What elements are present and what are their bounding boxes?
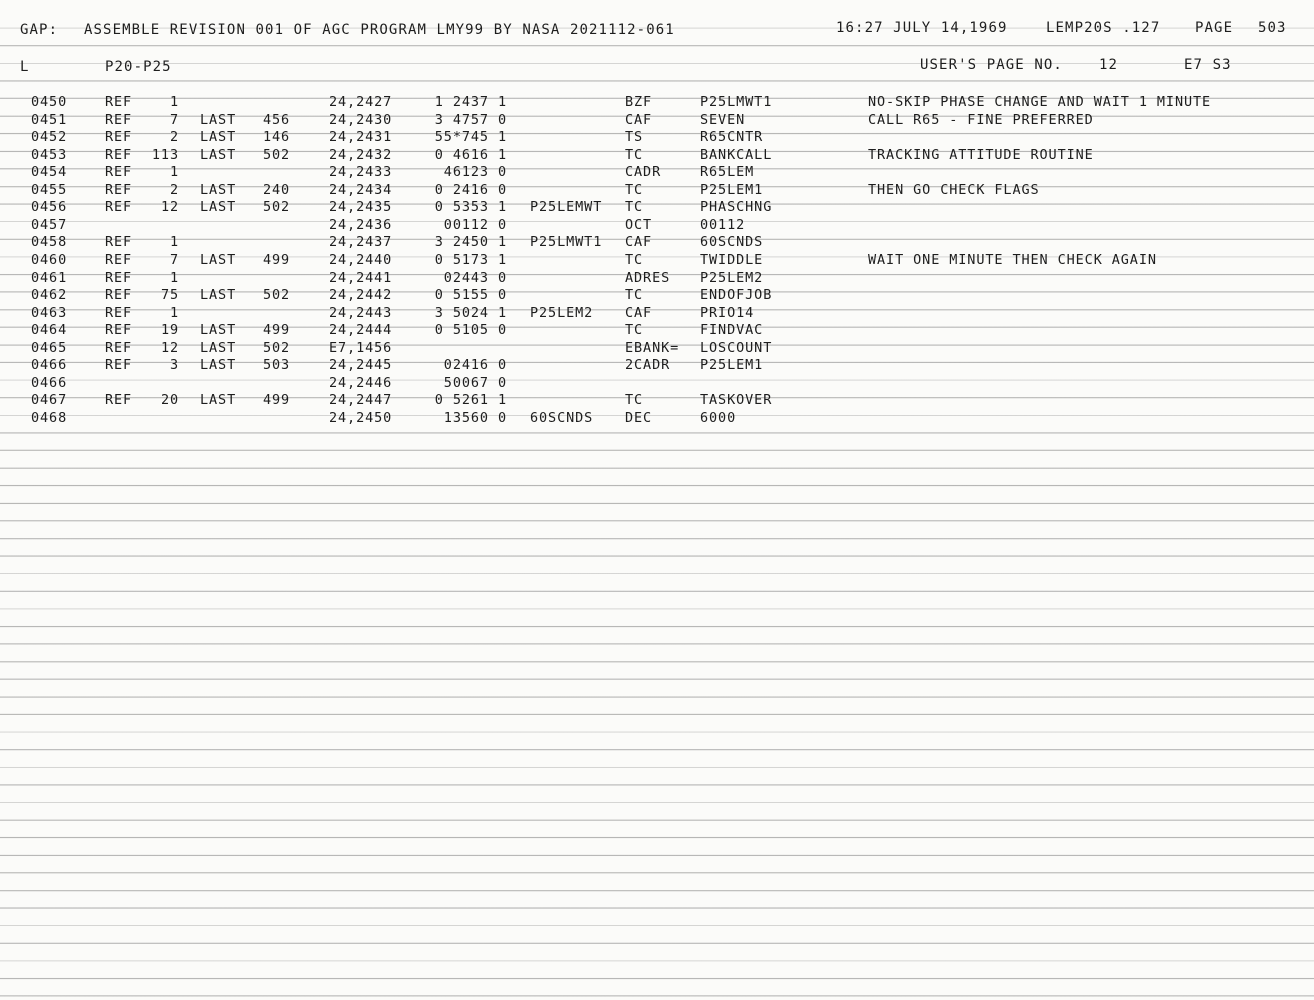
ref-count: 113 — [151, 146, 179, 163]
line-number: 0464 — [31, 322, 68, 339]
last-marker: LAST — [200, 287, 237, 304]
octal-word: 02443 0 — [443, 269, 507, 286]
ref-marker: REF — [105, 392, 133, 409]
opcode: CAF — [625, 234, 653, 251]
operand: PHASCHNG — [700, 199, 773, 216]
last-page: 499 — [263, 322, 291, 339]
address: 24,2435 — [329, 199, 393, 216]
octal-word: 3 5024 1 — [434, 304, 507, 321]
opcode: ADRES — [625, 269, 671, 286]
octal-word: 0 2416 0 — [434, 181, 507, 198]
address: 24,2445 — [329, 357, 393, 374]
last-marker: LAST — [200, 146, 237, 163]
assembly-title: ASSEMBLE REVISION 001 OF AGC PROGRAM LMY99 BY NASA 2021112-061 — [84, 22, 675, 38]
operand: P25LEM1 — [700, 357, 764, 374]
ref-count: 12 — [160, 199, 179, 216]
ref-count: 1 — [169, 234, 179, 251]
opcode: CAF — [625, 111, 653, 128]
ref-marker: REF — [105, 164, 133, 181]
line-number: 0468 — [31, 409, 68, 426]
ref-count: 1 — [169, 304, 179, 321]
address: 24,2437 — [329, 234, 393, 251]
last-page: 502 — [263, 199, 291, 216]
operand: TWIDDLE — [700, 251, 764, 268]
address: 24,2427 — [329, 94, 393, 110]
ref-marker: REF — [105, 357, 133, 374]
octal-word: 50067 0 — [443, 374, 507, 391]
octal-word: 0 5155 0 — [434, 287, 507, 304]
line-number: 0466 — [31, 357, 68, 374]
operand: 00112 — [700, 216, 746, 233]
operand: FINDVAC — [700, 322, 764, 339]
line-number: 0452 — [31, 129, 68, 146]
octal-word: 0 5105 0 — [434, 322, 507, 339]
opcode: EBANK= — [625, 339, 680, 356]
ref-marker: REF — [105, 94, 133, 110]
ref-count: 7 — [169, 111, 179, 128]
symbol-label: 60SCNDS — [530, 409, 594, 426]
ref-marker: REF — [105, 269, 133, 286]
ref-marker: REF — [105, 111, 133, 128]
last-page: 502 — [263, 146, 291, 163]
ref-count: 12 — [160, 339, 179, 356]
operand: BANKCALL — [700, 146, 773, 163]
address: 24,2433 — [329, 164, 393, 181]
operand: R65CNTR — [700, 129, 764, 146]
last-marker: LAST — [200, 199, 237, 216]
line-number: 0461 — [31, 269, 68, 286]
last-marker: LAST — [200, 181, 237, 198]
operand: TASKOVER — [700, 392, 773, 409]
opcode: TC — [625, 199, 644, 216]
ref-count: 75 — [160, 287, 179, 304]
line-number: 0456 — [31, 199, 68, 216]
assembly-timestamp: 16:27 JULY 14,1969 — [836, 20, 1008, 36]
address: 24,2432 — [329, 146, 393, 163]
line-number: 0460 — [31, 251, 68, 268]
opcode: TC — [625, 146, 644, 163]
ref-marker: REF — [105, 304, 133, 321]
octal-word: 55*745 1 — [434, 129, 507, 146]
address: 24,2441 — [329, 269, 393, 286]
opcode: TC — [625, 251, 644, 268]
last-marker: LAST — [200, 322, 237, 339]
opcode: CAF — [625, 304, 653, 321]
opcode: 2CADR — [625, 357, 671, 374]
comment: THEN GO CHECK FLAGS — [868, 181, 1040, 198]
octal-word: 0 5173 1 — [434, 251, 507, 268]
line-number: 0455 — [31, 181, 68, 198]
operand: P25LEM2 — [700, 269, 764, 286]
operand: SEVEN — [700, 111, 746, 128]
operand: 60SCNDS — [700, 234, 764, 251]
line-number: 0454 — [31, 164, 68, 181]
octal-word: 46123 0 — [443, 164, 507, 181]
comment: CALL R65 - FINE PREFERRED — [868, 111, 1094, 128]
address: 24,2442 — [329, 287, 393, 304]
address: 24,2434 — [329, 181, 393, 198]
line-number: 0466 — [31, 374, 68, 391]
ref-marker: REF — [105, 234, 133, 251]
page-label: PAGE — [1195, 20, 1234, 36]
ref-count: 20 — [160, 392, 179, 409]
ref-count: 1 — [169, 164, 179, 181]
opcode: TC — [625, 287, 644, 304]
octal-word: 3 2450 1 — [434, 234, 507, 251]
last-page: 503 — [263, 357, 291, 374]
comment: NO-SKIP PHASE CHANGE AND WAIT 1 MINUTE — [868, 94, 1212, 110]
ref-count: 3 — [169, 357, 179, 374]
user-page-number: 12 — [1099, 57, 1119, 73]
operand: P25LMWT1 — [700, 94, 773, 110]
octal-word: 0 4616 1 — [434, 146, 507, 163]
opcode: DEC — [625, 409, 653, 426]
ref-marker: REF — [105, 251, 133, 268]
assembler-tag: GAP: — [20, 22, 59, 38]
user-page-label: USER'S PAGE NO. — [920, 57, 1063, 73]
opcode: TS — [625, 129, 644, 146]
ref-count: 19 — [160, 322, 179, 339]
last-page: 502 — [263, 287, 291, 304]
operand: PRIO14 — [700, 304, 755, 321]
opcode: OCT — [625, 216, 653, 233]
opcode: BZF — [625, 94, 653, 110]
ref-count: 7 — [169, 251, 179, 268]
operand: R65LEM — [700, 164, 755, 181]
ref-count: 2 — [169, 129, 179, 146]
line-number: 0458 — [31, 234, 68, 251]
ref-marker: REF — [105, 199, 133, 216]
last-marker: LAST — [200, 251, 237, 268]
section-title: P20-P25 — [105, 59, 172, 75]
octal-word: 13560 0 — [443, 409, 507, 426]
symbol-label: P25LEMWT — [530, 199, 603, 216]
opcode: TC — [625, 392, 644, 409]
address: 24,2444 — [329, 322, 393, 339]
ref-count: 1 — [169, 94, 179, 110]
address: 24,2431 — [329, 129, 393, 146]
operand: LOSCOUNT — [700, 339, 773, 356]
address: E7,1456 — [329, 339, 393, 356]
opcode: TC — [625, 322, 644, 339]
symbol-label: P25LEM2 — [530, 304, 594, 321]
line-number: 0451 — [31, 111, 68, 128]
ref-marker: REF — [105, 339, 133, 356]
ref-marker: REF — [105, 322, 133, 339]
ref-count: 2 — [169, 181, 179, 198]
last-marker: LAST — [200, 357, 237, 374]
line-number: 0450 — [31, 94, 68, 110]
last-marker: LAST — [200, 339, 237, 356]
address: 24,2443 — [329, 304, 393, 321]
ref-marker: REF — [105, 181, 133, 198]
line-number: 0457 — [31, 216, 68, 233]
opcode: CADR — [625, 164, 662, 181]
page-number: 503 — [1258, 20, 1287, 36]
last-page: 502 — [263, 339, 291, 356]
last-page: 146 — [263, 129, 291, 146]
line-number: 0462 — [31, 287, 68, 304]
run-id: LEMP20S .127 — [1046, 20, 1161, 36]
octal-word: 02416 0 — [443, 357, 507, 374]
comment: TRACKING ATTITUDE ROUTINE — [868, 146, 1094, 163]
ref-count: 1 — [169, 269, 179, 286]
octal-word: 3 4757 0 — [434, 111, 507, 128]
operand: 6000 — [700, 409, 737, 426]
address: 24,2446 — [329, 374, 393, 391]
opcode: TC — [625, 181, 644, 198]
operand: P25LEM1 — [700, 181, 764, 198]
address: 24,2430 — [329, 111, 393, 128]
octal-word: 1 2437 1 — [434, 94, 507, 110]
octal-word: 0 5261 1 — [434, 392, 507, 409]
line-number: 0453 — [31, 146, 68, 163]
ref-marker: REF — [105, 146, 133, 163]
last-page: 499 — [263, 392, 291, 409]
octal-word: 0 5353 1 — [434, 199, 507, 216]
symbol-label: P25LMWT1 — [530, 234, 603, 251]
last-marker: LAST — [200, 111, 237, 128]
line-number: 0463 — [31, 304, 68, 321]
last-page: 456 — [263, 111, 291, 128]
last-page: 499 — [263, 251, 291, 268]
operand: ENDOFJOB — [700, 287, 773, 304]
address: 24,2440 — [329, 251, 393, 268]
listing-marker: L — [20, 59, 30, 75]
bank-indicator: E7 S3 — [1184, 57, 1232, 73]
address: 24,2450 — [329, 409, 393, 426]
comment: WAIT ONE MINUTE THEN CHECK AGAIN — [868, 251, 1157, 268]
last-marker: LAST — [200, 129, 237, 146]
octal-word: 00112 0 — [443, 216, 507, 233]
address: 24,2447 — [329, 392, 393, 409]
ref-marker: REF — [105, 287, 133, 304]
line-number: 0467 — [31, 392, 68, 409]
ref-marker: REF — [105, 129, 133, 146]
last-marker: LAST — [200, 392, 237, 409]
address: 24,2436 — [329, 216, 393, 233]
line-number: 0465 — [31, 339, 68, 356]
last-page: 240 — [263, 181, 291, 198]
